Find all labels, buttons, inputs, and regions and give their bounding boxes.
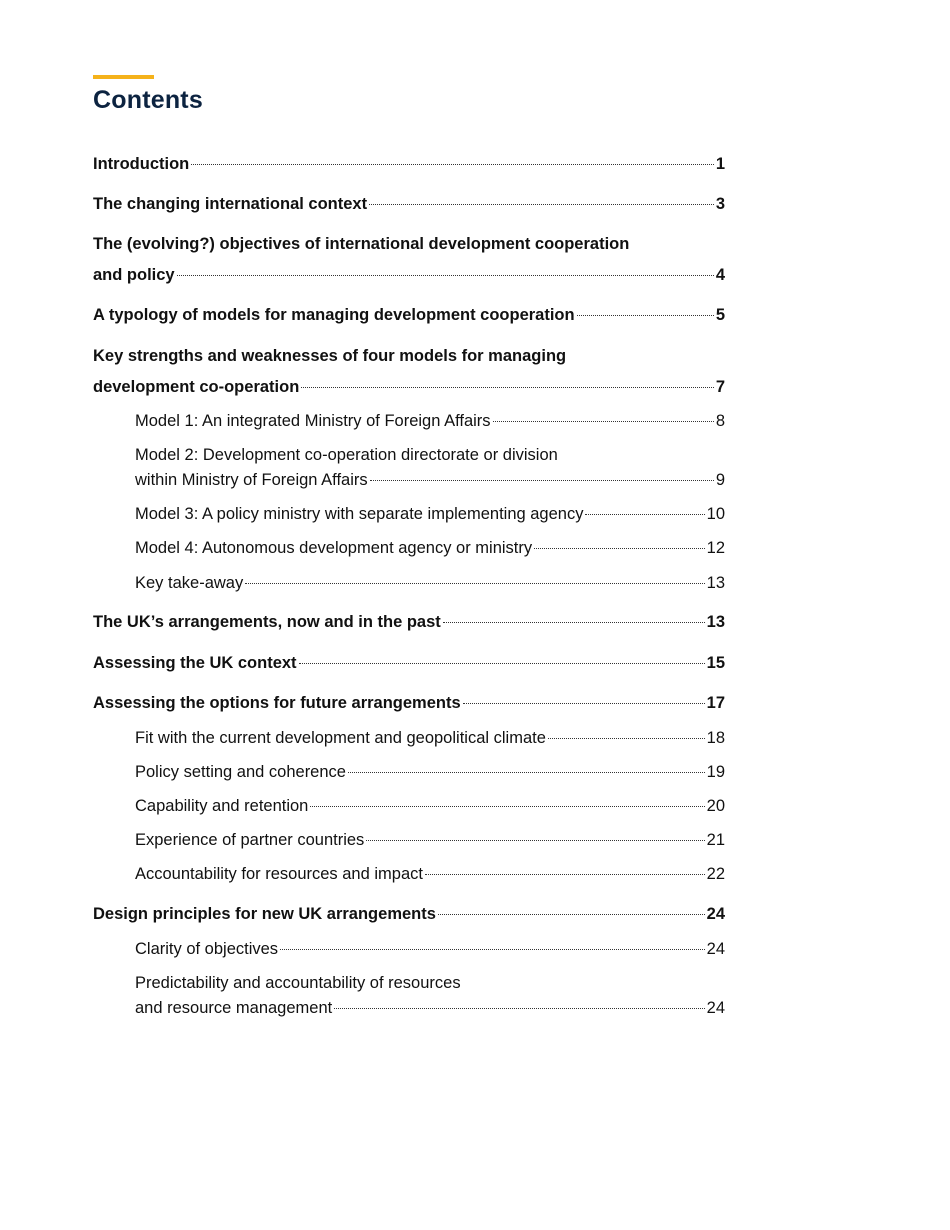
toc-entry-model-3[interactable]	[135, 502, 725, 527]
toc-entry-title-line1: Predictability and accountability of resources	[135, 974, 461, 992]
toc-entry-title: Design principles for new UK arrangements	[93, 905, 436, 923]
dot-leader	[463, 703, 705, 704]
toc-entry-page: 5	[715, 306, 725, 324]
toc-entry-uk-context[interactable]	[93, 648, 725, 679]
toc-entry-page: 3	[715, 195, 725, 213]
toc-entry-model-1[interactable]	[135, 409, 725, 434]
toc-entry-title: development co-operation	[93, 378, 300, 396]
dot-leader	[191, 164, 714, 165]
dot-leader	[366, 840, 704, 841]
dot-leader	[177, 275, 714, 276]
toc-entry-partner-countries[interactable]	[135, 828, 725, 853]
page-title: Contents	[93, 86, 203, 114]
dot-leader	[585, 514, 704, 515]
dot-leader	[577, 315, 714, 316]
toc-entry-page: 8	[715, 412, 725, 430]
toc-entry-title: Experience of partner countries	[135, 831, 365, 849]
dot-leader	[438, 914, 705, 915]
toc-entry-title: The UK’s arrangements, now and in the past	[93, 613, 441, 631]
toc-entry-page: 24	[706, 999, 725, 1017]
toc-entry-uk-arrangements[interactable]	[93, 607, 725, 638]
dot-leader	[245, 583, 704, 584]
dot-leader	[348, 772, 705, 773]
toc-entry-title: Model 4: Autonomous development agency or ministry	[135, 539, 533, 557]
toc-entry-title: Assessing the options for future arrangements	[93, 694, 461, 712]
toc-entry-title: Assessing the UK context	[93, 654, 297, 672]
dot-leader	[310, 806, 704, 807]
toc-entry-title: The changing international context	[93, 195, 368, 213]
toc-entry-objectives[interactable]	[93, 229, 725, 291]
dot-leader	[425, 874, 705, 875]
toc-entry-page: 13	[706, 574, 725, 592]
dot-leader	[534, 548, 705, 549]
toc-entry-policy-coherence[interactable]	[135, 760, 725, 785]
toc-entry-page: 19	[706, 763, 725, 781]
toc-entry-title: Accountability for resources and impact	[135, 865, 423, 883]
toc-entry-fit-climate[interactable]	[135, 726, 725, 751]
dot-leader	[301, 387, 714, 388]
dot-leader	[334, 1008, 704, 1009]
dot-leader	[548, 738, 705, 739]
toc-entry-page: 4	[715, 266, 725, 284]
toc-entry-model-2[interactable]	[135, 443, 725, 493]
toc-entry-page: 21	[706, 831, 725, 849]
toc-entry-page: 10	[706, 505, 725, 523]
toc-entry-page: 24	[706, 940, 725, 958]
toc-entry-page: 17	[706, 694, 725, 712]
toc-entry-title-line1: Model 2: Development co-operation directorate or division	[135, 446, 558, 464]
toc-entry-model-4[interactable]	[135, 536, 725, 561]
toc-entry-page: 1	[715, 155, 725, 173]
toc-entry-title: Introduction	[93, 155, 190, 173]
dot-leader	[370, 480, 714, 481]
toc-entry-strengths-weaknesses[interactable]	[93, 341, 725, 403]
dot-leader	[493, 421, 714, 422]
toc-entry-key-take-away[interactable]	[135, 571, 725, 596]
toc-entry-title: Capability and retention	[135, 797, 309, 815]
toc-entry-title-line1: Key strengths and weaknesses of four models for managing	[93, 347, 567, 365]
toc-entry-page: 12	[706, 539, 725, 557]
toc-entry-title: Model 3: A policy ministry with separate implementing agency	[135, 505, 584, 523]
dot-leader	[443, 622, 705, 623]
toc-entry-title: and policy	[93, 266, 175, 284]
toc-entry-title: Fit with the current development and geopolitical climate	[135, 729, 546, 747]
toc-entry-page: 7	[715, 378, 725, 396]
dot-leader	[369, 204, 714, 205]
toc-entry-introduction[interactable]	[93, 149, 725, 180]
toc-entry-international-context[interactable]	[93, 189, 725, 220]
toc-entry-page: 22	[706, 865, 725, 883]
toc-entry-title-line1: The (evolving?) objectives of international development cooperation	[93, 235, 630, 253]
dot-leader	[280, 949, 705, 950]
toc-entry-accountability-impact[interactable]	[135, 862, 725, 887]
toc-entry-page: 20	[706, 797, 725, 815]
toc-entry-predictability[interactable]	[135, 971, 725, 1021]
toc-entry-typology[interactable]	[93, 300, 725, 331]
toc-entry-clarity-objectives[interactable]	[135, 937, 725, 962]
toc-entry-title: A typology of models for managing development cooperation	[93, 306, 575, 324]
toc-entry-design-principles[interactable]	[93, 899, 725, 930]
toc-entry-title: within Ministry of Foreign Affairs	[135, 471, 368, 489]
toc-entry-title: and resource management	[135, 999, 333, 1017]
toc-entry-future-options[interactable]	[93, 688, 725, 719]
toc-entry-page: 15	[706, 654, 725, 672]
toc-entry-page: 24	[706, 905, 725, 923]
toc-entry-page: 9	[715, 471, 725, 489]
toc-entry-title: Policy setting and coherence	[135, 763, 346, 781]
toc-entry-capability[interactable]	[135, 794, 725, 819]
toc-entry-page: 18	[706, 729, 725, 747]
toc-entry-title: Clarity of objectives	[135, 940, 279, 958]
toc-entry-page: 13	[706, 613, 725, 631]
toc-entry-title: Model 1: An integrated Ministry of Foreign Affairs	[135, 412, 491, 430]
dot-leader	[299, 663, 705, 664]
toc-entry-title: Key take-away	[135, 574, 244, 592]
